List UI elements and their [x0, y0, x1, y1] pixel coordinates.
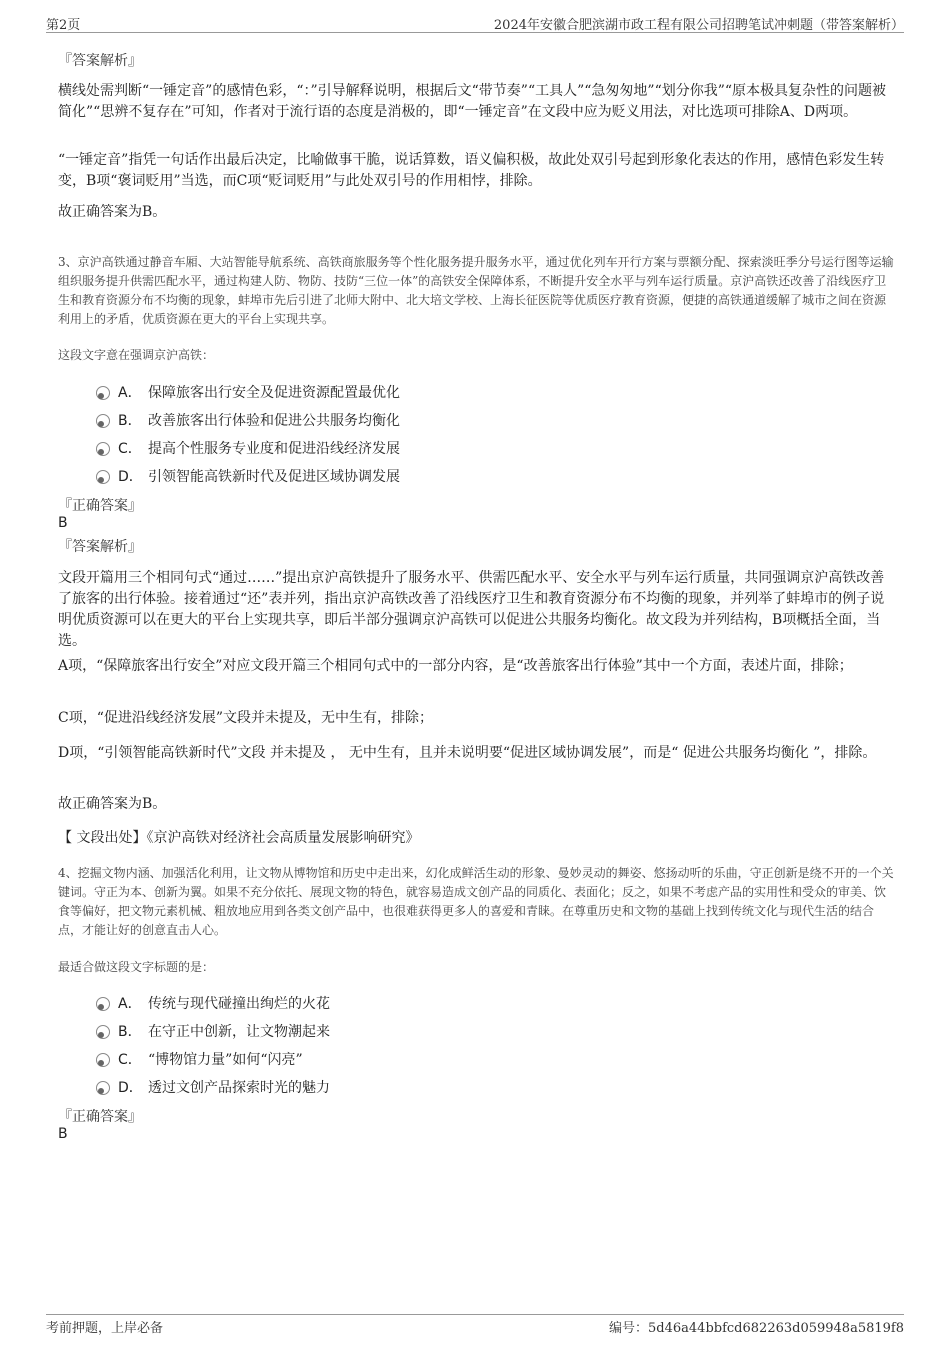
q3-analysis-paragraph-3: C项，“促进沿线经济发展”文段并未提及，无中生有，排除； [58, 710, 434, 726]
q4-option-b[interactable]: B． 在守正中创新，让文物潮起来 [96, 1021, 330, 1041]
q3-analysis-paragraph-2: A项，“保障旅客出行安全”对应文段开篇三个相同句式中的一部分内容，是“改善旅客出行体验”其中一个方面，表述片面，排除； [58, 658, 853, 674]
q3-analysis-label: 『答案解析』 [58, 539, 142, 555]
radio-icon[interactable] [96, 470, 110, 484]
q3-option-d[interactable]: D． 引领智能高铁新时代及促进区域协调发展 [96, 466, 400, 486]
q4-option-d[interactable]: D． 透过文创产品探索时光的魅力 [96, 1077, 330, 1097]
page-number: 第2页 [46, 18, 81, 33]
q3-option-c[interactable]: C． 提高个性服务专业度和促进沿线经济发展 [96, 438, 400, 458]
page-header [46, 14, 904, 33]
footer-slogan: 考前押题，上岸必备 [46, 1321, 164, 1336]
q3-analysis-paragraph-1: 文段开篇用三个相同句式“通过……”提出京沪高铁提升了服务水平、供需匹配水平、安全水平与列车运行质量，共同强调京沪高铁改善了旅客的出行体验。接着通过“还”表并列，指出京沪高铁改善了沿线医疗卫生和教育资源分布不均衡的现象，并列举了蚌埠市的例子说明优质资源可以在更大的平台上实现共享，即后半部分强调京沪高铁可以促进公共服务均衡化。故文段为并列结构，B项概括全面，当选。 [58, 570, 885, 649]
q2-analysis-label: 『答案解析』 [58, 53, 142, 69]
q3-answer-label: 『正确答案』 [58, 498, 142, 514]
q4-option-c[interactable]: C． “博物馆力量”如何“闪亮” [96, 1049, 303, 1069]
q3-question: 这段文字意在强调京沪高铁： [58, 348, 215, 362]
radio-icon[interactable] [96, 1053, 110, 1067]
document-title: 2024年安徽合肥滨湖市政工程有限公司招聘笔试冲刺题（带答案解析） [493, 18, 904, 33]
q3-option-a[interactable]: A． 保障旅客出行安全及促进资源配置最优化 [96, 382, 400, 402]
radio-icon[interactable] [96, 442, 110, 456]
radio-icon[interactable] [96, 997, 110, 1011]
q3-answer: B [58, 515, 68, 531]
q4-answer-label: 『正确答案』 [58, 1109, 142, 1125]
q4-question: 最适合做这段文字标题的是： [58, 960, 215, 974]
q3-source: 【 文段出处】《京沪高铁对经济社会高质量发展影响研究》 [58, 830, 420, 846]
radio-icon[interactable] [96, 386, 110, 400]
page-footer [46, 1314, 904, 1336]
radio-icon[interactable] [96, 1025, 110, 1039]
footer-serial: 编号：5d46a44bbfcd682263d059948a5819f8 [609, 1321, 904, 1336]
radio-icon[interactable] [96, 414, 110, 428]
q3-option-b[interactable]: B． 改善旅客出行体验和促进公共服务均衡化 [96, 410, 400, 430]
q2-analysis-paragraph-1: 横线处需判断“一锤定音”的感情色彩，“：”引导解释说明，根据后文“带节奏”“工具人”“急匆匆地”“划分你我”“原本极具复杂性的问题被简化”“思辨不复存在”可知，作者对于流行语的态度是消极的，即“一锤定音”在文段中应为贬义用法，对比选项可排除A、D两项。 [58, 83, 887, 120]
q2-analysis-paragraph-2: “一锤定音”指凭一句话作出最后决定，比喻做事干脆，说话算数，语义偏积极，故此处双引号起到形象化表达的作用，感情色彩发生转变，B项“褒词贬用”当选，而C项“贬词贬用”与此处双引号的作用相悖，排除。 [58, 152, 885, 189]
q4-passage: 4、挖掘文物内涵、加强活化利用，让文物从博物馆和历史中走出来，幻化成鲜活生动的形象、曼妙灵动的舞姿、悠扬动听的乐曲，守正创新是绕不开的一个关键词。守正为本、创新为翼。如果不充分依托、展现文物的特色，就容易造成文创产品的同质化、表面化；反之，如果不考虑产品的实用性和受众的审美、饮食等偏好，把文物元素机械、粗放地应用到各类文创产品中，也很难获得更多人的喜爱和青睐。在尊重历史和文物的基础上找到传统文化与现代生活的结合点，才能让好的创意直击人心。 [58, 866, 894, 937]
q4-answer: B [58, 1126, 68, 1142]
q4-option-a[interactable]: A． 传统与现代碰撞出绚烂的火花 [96, 993, 330, 1013]
q3-passage: 3、京沪高铁通过静音车厢、大站智能导航系统、高铁商旅服务等个性化服务提升服务水平，通过优化列车开行方案与票额分配、探索淡旺季分号运行图等运输组织服务提升供需匹配水平，通过构建人防、物防、技防“三位一体”的高铁安全保障体系，不断提升安全水平与列车运行质量。京沪高铁还改善了沿线医疗卫生和教育资源分布不均衡的现象，蚌埠市先后引进了北师大附中、北大培文学校、上海长征医院等优质医疗教育资源，便捷的高铁通道缓解了城市之间在资源利用上的矛盾，优质资源在更大的平台上实现共享。 [58, 255, 894, 326]
q3-analysis-paragraph-4: D项，“引领智能高铁新时代”文段 并未提及 ， 无中生有，且并未说明要“促进区域协调发展”，而是“ 促进公共服务均衡化 ”，排除。 [58, 745, 877, 761]
q2-conclusion: 故正确答案为B。 [58, 204, 167, 220]
q3-conclusion: 故正确答案为B。 [58, 796, 167, 812]
radio-icon[interactable] [96, 1081, 110, 1095]
